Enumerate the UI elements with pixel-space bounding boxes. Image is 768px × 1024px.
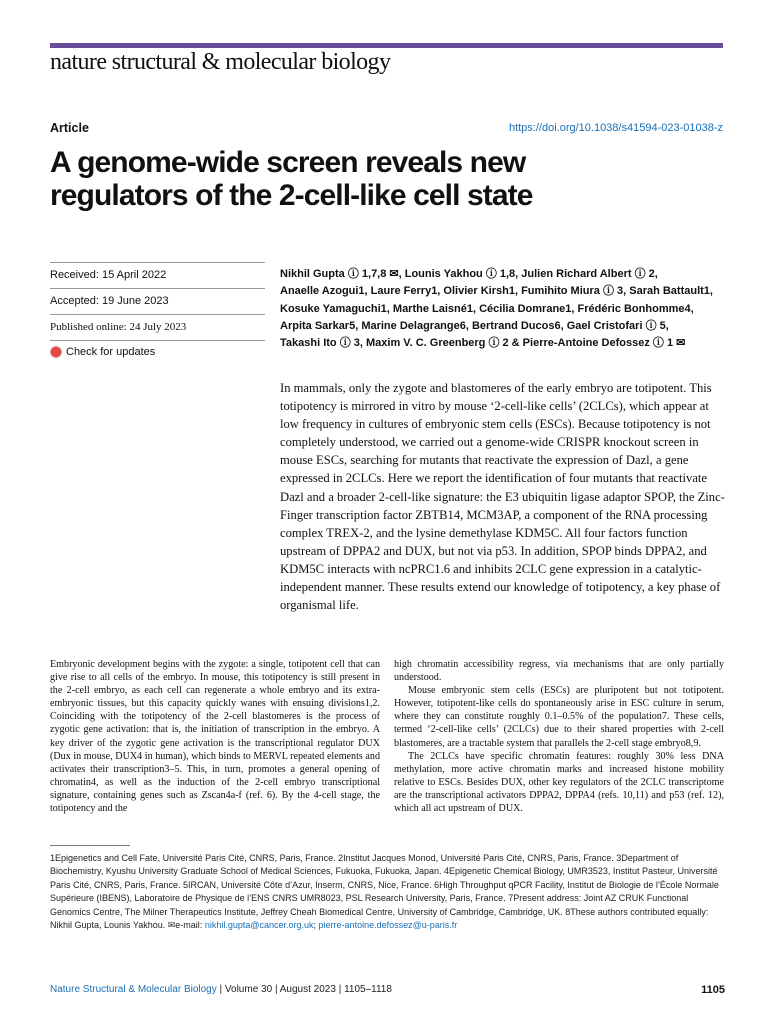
footnote-divider [50,845,130,846]
article-type-label: Article [50,121,89,135]
body-paragraph: Embryonic development begins with the zygote: a single, totipotent cell that can give rise to all cells of the embryo. In mouse, this totipotency is still present in the 2-cell embryo, as each cell can regenerate a whole embryo and its extra-embryonic tissues, but this capacity quickly wanes with ensuing divisions1,2. Coinciding with the totipotency of the 2-cell blastomeres is the process of zygotic gene activation: that is, the initiation of transcription in the embryo. A key driver of the zygotic gene activation is the transcriptional regulator DUX (Dux in mouse, DUX4 in human), which binds to MERVL repeated elements and activates their transcription3–5. This, in turn, promotes a general opening of chromatin4, as well as the induction of the 2-cell embryo transcriptional signature, containing genes such as Zscan4a-f (ref. 6). By the 4-cell stage, the totipotency and the [50,659,380,815]
check-updates-button[interactable] [50,346,155,358]
email-link[interactable]: pierre-antoine.defossez@u-paris.fr [318,920,458,931]
email-link[interactable]: nikhil.gupta@cancer.org.uk [204,920,314,931]
footer-details: | Volume 30 | August 2023 | 1105–1118 [216,984,392,995]
abstract: In mammals, only the zygote and blastomeres of the early embryo are totipotent. This totipotency is mirrored in vitro by mouse ‘2-cell-like cells’ (2CLCs), which appear at low frequency in cultures of embryonic stem cells (ESCs). Because totipotency is not completely understood, we carried out a genome-wide CRISPR knockout screen in mouse ESCs, searching for mutants that reactivate the expression of Dazl, a gene expressed in 2CLCs. Here we report the identification of four mutants that reactivate Dazl and a broader 2-cell-like signature: the E3 ubiquitin ligase adaptor SPOP, the Zinc-Finger transcription factor ZBTB14, MCM3AP, a component of the RNA processing complex TREX-2, and the lysine demethylase KDM5C. All four factors function upstream of DPPA2 and DUX, but not via p53. In addition, SPOP binds DPPA2, and KDM5C interacts with ncPRC1.6 and inhibits 2CLC gene expression in a catalytic-independent manner. These results extend our knowledge of totipotency, a key phase of organismal life. [280,381,725,613]
body-column-left [50,658,380,815]
check-updates-icon [50,346,62,358]
author-line: Nikhil Gupta ⓘ 1,7,8 ✉, Lounis Yakhou ⓘ 1,8, Julien Richard Albert ⓘ 2, [280,268,658,280]
author-list [280,266,725,352]
meta-divider [50,262,265,263]
footer-journal[interactable]: Nature Structural & Molecular Biology [50,984,217,995]
author-line: Takashi Ito ⓘ 3, Maxim V. C. Greenberg ⓘ 2 & Pierre-Antoine Defossez ⓘ 1 ✉ [280,337,686,350]
check-updates-label: Check for updates [66,346,156,358]
meta-divider [50,314,265,315]
title-line: regulators of the 2-cell-like cell state [50,179,533,212]
published-date: Published online: 24 July 2023 [50,321,187,333]
title-line: A genome-wide screen reveals new [50,146,526,179]
article-title [50,146,730,212]
meta-divider [50,288,265,289]
doi-link[interactable]: https://doi.org/10.1038/s41594-023-01038-z [508,122,723,134]
meta-divider [50,340,265,341]
journal-brand-bar [50,43,723,48]
body-paragraph: high chromatin accessibility regress, via mechanisms that are only partially understood. [394,659,724,684]
author-line: Kosuke Yamaguchi1, Marthe Laisné1, Cécilia Domrane1, Frédéric Bonhomme4, [280,302,694,315]
author-line: Anaelle Azogui1, Laure Ferry1, Olivier Kirsh1, Fumihito Miura ⓘ 3, Sarah Battault1, [280,285,713,298]
body-paragraph: The 2CLCs have specific chromatin features: roughly 30% less DNA methylation, more active chromatin marks and increased histone mobility relative to ESCs. Besides DUX, other key regulators of the 2CLC transcriptome are the transcriptional activators DPPA2, DPPA4 (refs. 10,11) and p53 (ref. 12), which all act upstream of DUX. [394,750,724,815]
accepted-date: Accepted: 19 June 2023 [50,295,169,307]
journal-name: nature structural & molecular biology [50,49,391,75]
email-separator: ; [313,920,317,931]
body-column-right [394,658,724,815]
affiliations-text: 1Epigenetics and Cell Fate, Université Paris Cité, CNRS, Paris, France. 2Institut Jacques Monod, Université Paris Cité, CNRS, Paris, France. 3Department of Biochemistry, Kyushu University Graduate School of Medical Sciences, Fukuoka, Fukuoka, Japan. 4Epigenetic Chemical Biology, UMR3523, Institut Pasteur, Université Paris Cité, CNRS, Paris, France. 5IRCAN, Université Côte d’Azur, Inserm, CNRS, Nice, France. 6High Throughput qPCR Facility, Institut de Biologie de l’École Normale Supérieure (IBENS), Laboratoire de Physique de l’ENS CNRS UMR8023, PSL Research University, Paris, France. 7Present address: Joint AZ CRUK Functional Genomics Centre, The Milner Therapeutics Institute, Jeffrey Cheah Biomedical Centre, University of Cambridge, Cambridge, UK. 8These authors contributed equally: Nikhil Gupta, Lounis Yakhou. ✉e-mail: [50,853,719,931]
page-number: 1105 [701,984,725,996]
received-date: Received: 15 April 2022 [50,269,167,281]
author-line: Arpita Sarkar5, Marine Delagrange6, Bertrand Ducos6, Gael Cristofari ⓘ 5, [280,319,669,332]
page-footer [50,984,392,995]
affiliations-footnote [50,852,730,932]
body-paragraph: Mouse embryonic stem cells (ESCs) are pluripotent but not totipotent. However, totipotent-like cells do spontaneously arise in ESC culture in serum, where they can constitute roughly 0.1–0.5% of the population7. These cells, termed ‘2-cell-like cells’ (2CLCs) due to their shared properties with 2-cell blastomeres, are a tractable system that parallels the 2-cell stage embryo8,9. [394,685,724,749]
